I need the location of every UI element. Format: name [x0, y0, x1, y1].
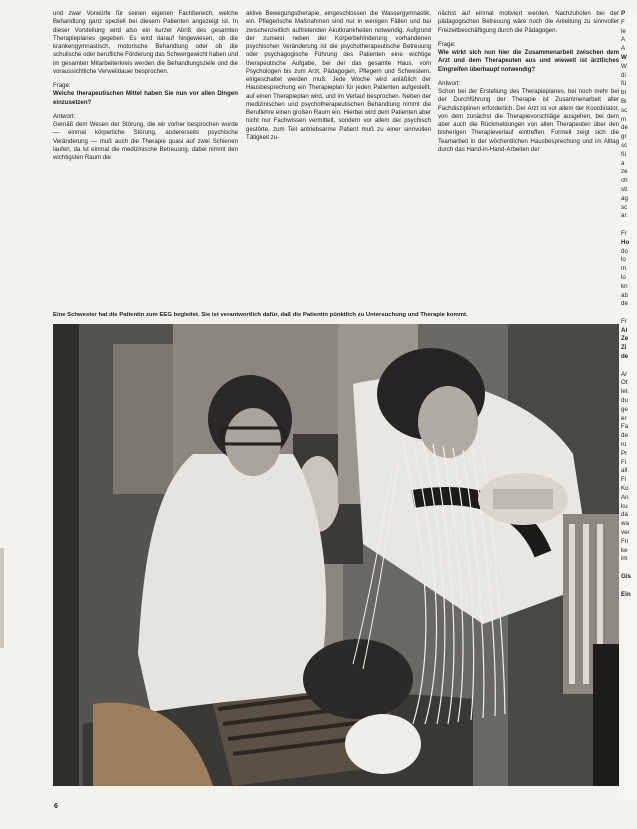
- edge-text-fragment: [621, 362, 637, 371]
- edge-text-fragment: de: [621, 353, 629, 361]
- text-column-left: [53, 10, 238, 310]
- edge-text-fragment: do: [621, 247, 628, 255]
- edge-text-fragment: m: [621, 265, 627, 273]
- edge-text-fragment: W: [621, 53, 627, 61]
- edge-text-fragment: F: [621, 18, 625, 26]
- edge-text-fragment: let: [621, 388, 628, 396]
- edge-text-fragment: Fi: [621, 476, 627, 484]
- edge-text-fragment: im: [621, 555, 628, 563]
- question-text: Wie wirkt sich nun hier die Zusammenarbeit zwischen dem Arzt und dem Therapeuten aus und wieweit ist ärztliches Eingreifen überhaupt notwendig?: [438, 49, 619, 73]
- body-paragraph: nächst auf einmal motiviert werden. Nachzuholen bei der pädagogischen Betreuung wäre noch die Anleitung zu sinnvoller Freizeitbeschäftigung durch die Pädagogen.: [438, 10, 619, 34]
- question-text: Welche therapeutischen Mittel haben Sie nun vor allen Dingen einzusetzen?: [53, 90, 238, 106]
- edge-text-fragment: a: [621, 159, 625, 167]
- edge-text-fragment: P: [621, 10, 626, 17]
- edge-text-fragment: Fr: [621, 317, 627, 325]
- body-paragraph: aktive Bewegungstherapie, eingeschlossen die Wassergymnastik, ein. Pflegerische Maßnahmen sind nur in wenigen Fällen und bei zwischenzeitlich auftretenden Akutkrankheiten notwendig. Aufgrund der zumeist neben der Körperbehinderung vorhandenen psychischen Veränderung ist die psychotherapeutische Betreuung oder psychagogische Führung des Patienten eine wichtige therapeutische Aufgabe, bei der das gesamte Haus, vom Psychologen bis zum Arzt, Pädagogen, Pflegern und Schwestern, eingeschaltet werden muß. Jede Woche wird anläßlich der Hausbesprechung ein Therapieplan für jeden Patienten aufgestellt, auf einen Therapieplan wird, und im Verlauf besprochen. Neben der medizinischen und psychotherapeutischen Behandlung nimmt die Beruflehre einen großen Raum ein. Hierbei wird dem Patienten aber nicht nur Fachwissen vermittelt, sondern vor allem der psychisch gestörte, zum Teil antriebsarme Patient muß zu einer sinnvollen Tätigkeit zu-: [246, 10, 431, 141]
- edge-text-fragment: [621, 309, 637, 318]
- edge-text-fragment: ag: [621, 194, 628, 202]
- edge-text-fragment: Ho: [621, 238, 630, 246]
- edge-text-fragment: br: [621, 89, 627, 97]
- edge-text-fragment: sti: [621, 185, 628, 193]
- edge-text-fragment: [621, 582, 637, 591]
- edge-text-fragment: all: [621, 467, 628, 475]
- body-paragraph: Gemäß dem Wesen der Störung, die wir vorher besprochen wurde — einmal körperliche Störung, andererseits psychische Veränderung — muß auch die Therapie quasi auf zwei Schienen laufen, da ist einmal die medizinische Betreuung, dabei nimmt den wichtigsten Raum die: [53, 121, 238, 161]
- edge-text-fragment: du: [621, 397, 628, 405]
- text-column-middle: [246, 10, 431, 310]
- edge-text-fragment: m: [621, 115, 627, 123]
- edge-text-fragment: A: [621, 45, 626, 53]
- edge-text-fragment: de: [621, 124, 628, 132]
- edge-text-fragment: Pr: [621, 449, 628, 457]
- edge-text-fragment: Ot: [621, 379, 628, 387]
- body-paragraph: Schon bei der Erstellung des Therapieplanes, bei noch mehr bei der Durchführung der Therapie ist Zusammenarbeit aller Fachdisziplinen erforderlich. Der Arzt ist vor allem der Koordinator, von dem zunächst die Therapievorschläge ausgehen, bei dem aber auch die Rückmeldungen von allen Therapeuten über den bisherigen Therapieverlauf eintreffen. Formell zeigt sich die Teamarbeit in der wöchentlichen Hausbesprechung und im Alltag durch das Hand-in-Hand-Arbeiten der: [438, 88, 619, 153]
- edge-text-fragment: Zi: [621, 344, 627, 352]
- edge-text-fragment: fü: [621, 150, 627, 158]
- edge-text-fragment: lo: [621, 256, 626, 264]
- edge-text-fragment: Ein: [621, 590, 631, 598]
- edge-text-fragment: ge: [621, 405, 628, 413]
- edge-text-fragment: ke: [621, 546, 628, 554]
- edge-text-fragment: kn: [621, 282, 628, 290]
- edge-text-fragment: lo: [621, 273, 626, 281]
- edge-text-fragment: sc: [621, 106, 628, 114]
- edge-text-fragment: Ar: [621, 370, 628, 378]
- edge-text-fragment: ze: [621, 168, 628, 176]
- edge-text-fragment: er: [621, 414, 627, 422]
- qa-label: Frage:: [53, 82, 71, 89]
- eeg-photograph: [53, 324, 619, 786]
- photo-caption: Eine Schwester hat die Patientin zum EEG begleitet. Sie ist verantwortlich dafür, daß die Patientin pünktlich zu Untersuchung und Therapie kommt.: [53, 312, 468, 318]
- edge-text-fragment: ku: [621, 502, 628, 510]
- edge-text-fragment: ver: [621, 529, 630, 537]
- binding-shadow: [0, 548, 4, 648]
- qa-label: Antwort:: [438, 79, 461, 87]
- edge-text-fragment: Ko: [621, 485, 629, 493]
- text-column-right: [438, 10, 619, 310]
- page-number: 6: [54, 803, 58, 810]
- edge-text-fragment: An: [621, 493, 629, 501]
- edge-text-fragment: Fri: [621, 537, 629, 545]
- edge-text-fragment: A: [621, 36, 626, 44]
- edge-text-fragment: ab: [621, 291, 628, 299]
- qa-label: Antwort:: [53, 112, 76, 120]
- edge-text-fragment: ru: [621, 441, 627, 449]
- edge-text-fragment: wa: [621, 520, 629, 528]
- edge-text-fragment: Bi: [621, 97, 627, 105]
- edge-text-fragment: W: [621, 62, 627, 70]
- edge-text-fragment: di: [621, 71, 626, 79]
- edge-text-fragment: [621, 221, 637, 230]
- edge-text-fragment: ch: [621, 177, 628, 185]
- body-paragraph: und zwar Vorwürfe für seinen eigenen Fachbereich, welche Behandlung ganz speziell bei diesem Patienten angezeigt ist. In dieser Vorstellung wird also ein kurzer Abriß des gesamten Therapieplanes gegeben. Es wird darauf hingewiesen, ob die krankengymnastisch, motorische Behandlung oder ob die schulische oder berufliche Förderung das Schwergewicht haben und im gesamten Mitarbeiterkreis werden die Behandlungsziele und die voraussichtliche Verweildauer besprochen.: [53, 10, 238, 75]
- edge-text-fragment: de: [621, 300, 628, 308]
- edge-text-fragment: Fi: [621, 458, 627, 466]
- edge-text-fragment: Fa: [621, 423, 629, 431]
- edge-text-fragment: da: [621, 511, 628, 519]
- edge-text-fragment: [621, 564, 637, 573]
- edge-text-fragment: sc: [621, 141, 628, 149]
- edge-text-fragment: sc: [621, 203, 628, 211]
- edge-text-fragment: de: [621, 432, 628, 440]
- edge-text-fragment: Ze: [621, 335, 629, 343]
- edge-text-fragment: fü: [621, 80, 627, 88]
- edge-text-fragment: Al: [621, 326, 628, 334]
- edge-text-fragment: Gis: [621, 573, 631, 580]
- edge-text-fragment: Fr: [621, 229, 627, 237]
- edge-text-fragment: gr: [621, 133, 627, 141]
- adjacent-page-edge-text: [621, 10, 637, 800]
- qa-label: Frage:: [438, 40, 456, 48]
- edge-text-fragment: le: [621, 27, 626, 35]
- edge-text-fragment: ar: [621, 212, 627, 220]
